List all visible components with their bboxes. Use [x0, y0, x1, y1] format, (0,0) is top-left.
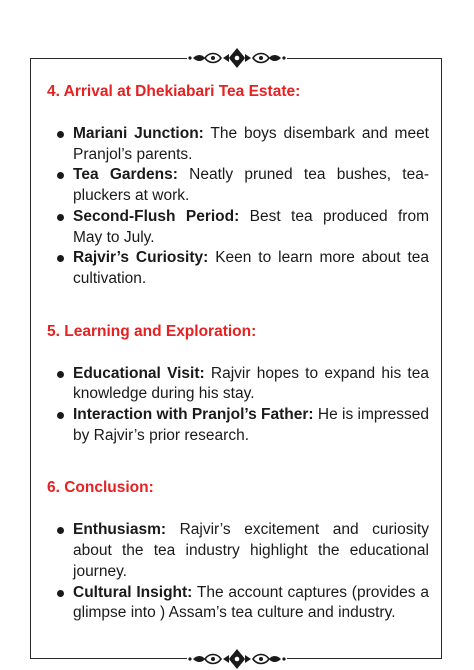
item-term: Second-Flush Period:: [73, 207, 240, 225]
bullet-icon: [57, 172, 64, 179]
top-ornament-icon: [187, 47, 287, 69]
section-heading-conclusion: 6. Conclusion:: [47, 479, 154, 497]
bullet-icon: [57, 590, 64, 597]
item-term: Enthusiasm:: [73, 521, 167, 539]
item-text: Neatly pruned tea bushes, tea-pluckers at work.: [73, 166, 430, 205]
list-item: [47, 165, 429, 206]
list-item: [47, 124, 429, 165]
item-term: Educational Visit:: [73, 364, 205, 382]
section-list-learning: [47, 364, 429, 447]
item-term: Tea Gardens:: [73, 166, 178, 184]
item-term: Interaction with Pranjol’s Father:: [73, 406, 314, 424]
list-item: [47, 405, 429, 446]
list-item: [47, 583, 429, 624]
item-text: Rajvir hopes to expand his tea knowledge during his stay.: [73, 364, 429, 403]
section-heading-learning: 5. Learning and Exploration:: [47, 322, 257, 340]
item-text: Keen to learn more about tea cultivation.: [73, 249, 429, 287]
list-item: [47, 207, 429, 248]
item-term: Mariani Junction:: [73, 125, 204, 142]
item-term: Cultural Insight:: [73, 583, 193, 601]
section-list-conclusion: [47, 520, 429, 624]
section-heading-arrival: 4. Arrival at Dhekiabari Tea Estate:: [47, 83, 301, 100]
bullet-icon: [57, 527, 64, 534]
item-text: The boys disembark and meet Pranjol’s parents.: [73, 125, 429, 163]
bullet-icon: [57, 371, 64, 378]
list-item: [47, 520, 429, 582]
item-text: Best tea produced from May to July.: [73, 207, 429, 246]
list-item: [47, 364, 429, 405]
bullet-icon: [57, 214, 64, 221]
list-item: [47, 248, 429, 289]
bullet-icon: [57, 255, 64, 262]
bullet-icon: [57, 412, 64, 419]
bullet-icon: [57, 131, 64, 138]
section-list-arrival: [47, 124, 429, 290]
item-text: He is impressed by Rajvir’s prior research.: [73, 406, 430, 444]
bottom-ornament-icon: [187, 648, 287, 670]
item-term: Rajvir’s Curiosity:: [73, 249, 209, 267]
document-content: [47, 80, 429, 624]
item-text: The account captures (provides a glimpse into ) Assam’s tea culture and industry.: [73, 583, 429, 622]
item-text: Rajvir’s excitement and curiosity about the tea industry highlight the educational journey.: [73, 521, 429, 580]
